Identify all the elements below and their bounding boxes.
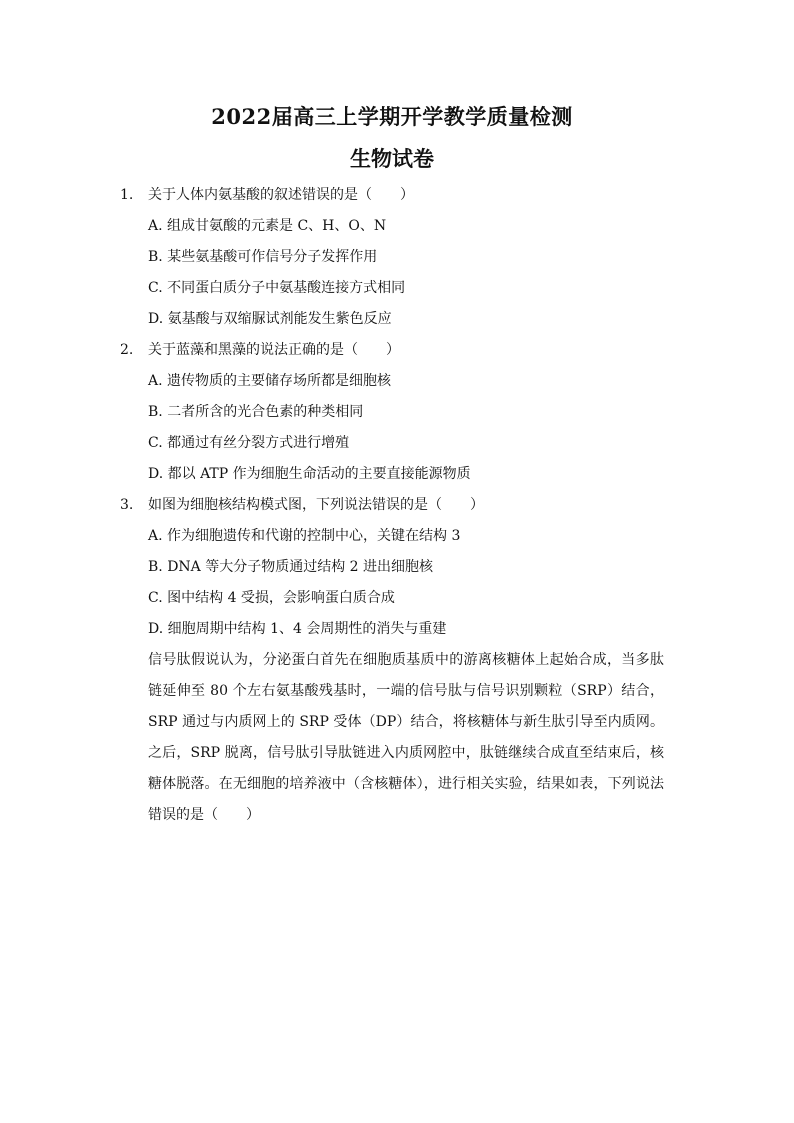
question-stem: [120, 180, 664, 211]
question-text: 关于人体内氨基酸的叙述错误的是（ ）: [148, 187, 414, 203]
option-d: D. 细胞周期中结构 1、4 会周期性的消失与重建: [148, 621, 447, 637]
option-d: D. 氨基酸与双缩脲试剂能发生紫色反应: [148, 311, 392, 327]
question-text: 关于蓝藻和黑藻的说法正确的是（ ）: [148, 342, 400, 358]
exam-title: 2022届高三上学期开学教学质量检测: [211, 104, 573, 129]
question-3: [120, 490, 664, 645]
option-b: B. 二者所含的光合色素的种类相同: [148, 404, 364, 420]
option-c: C. 图中结构 4 受损，会影响蛋白质合成: [148, 590, 395, 606]
option-list: [120, 521, 664, 645]
option-c: C. 不同蛋白质分子中氨基酸连接方式相同: [148, 280, 406, 296]
option-list: [120, 211, 664, 335]
question-number: 1.: [120, 187, 134, 203]
exam-subtitle: 生物试卷: [350, 146, 434, 171]
option-c: C. 都通过有丝分裂方式进行增殖: [148, 435, 350, 451]
reading-passage: 信号肽假说认为，分泌蛋白首先在细胞质基质中的游离核糖体上起始合成，当多肽链延伸至 80 个左右氨基酸残基时，一端的信号肽与信号识别颗粒（SRP）结合，SRP 通过与内质网上的 SRP 受体（DP）结合，将核糖体与新生肽引导至内质网。之后，SRP 脱离，信号肽引导肽链进入内质网腔中，肽链继续合成直至结束后，核糖体脱落。在无细胞的培养液中（含核糖体），进行相关实验，结果如表，下列说法错误的是（ ）: [148, 652, 664, 823]
question-stem: [120, 490, 664, 521]
question-stem: [120, 335, 664, 366]
option-list: [120, 366, 664, 490]
question-number: 2.: [120, 342, 134, 358]
option-a: A. 组成甘氨酸的元素是 C、H、O、N: [148, 218, 387, 234]
option-b: B. 某些氨基酸可作信号分子发挥作用: [148, 249, 378, 265]
question-1: [120, 180, 664, 335]
question-text: 如图为细胞核结构模式图，下列说法错误的是（ ）: [148, 497, 484, 513]
option-a: A. 作为细胞遗传和代谢的控制中心，关键在结构 3: [148, 528, 461, 544]
question-number: 3.: [120, 497, 134, 513]
option-a: A. 遗传物质的主要储存场所都是细胞核: [148, 373, 392, 389]
option-b: B. DNA 等大分子物质通过结构 2 进出细胞核: [148, 559, 434, 575]
question-2: [120, 335, 664, 490]
option-d: D. 都以 ATP 作为细胞生命活动的主要直接能源物质: [148, 466, 471, 482]
